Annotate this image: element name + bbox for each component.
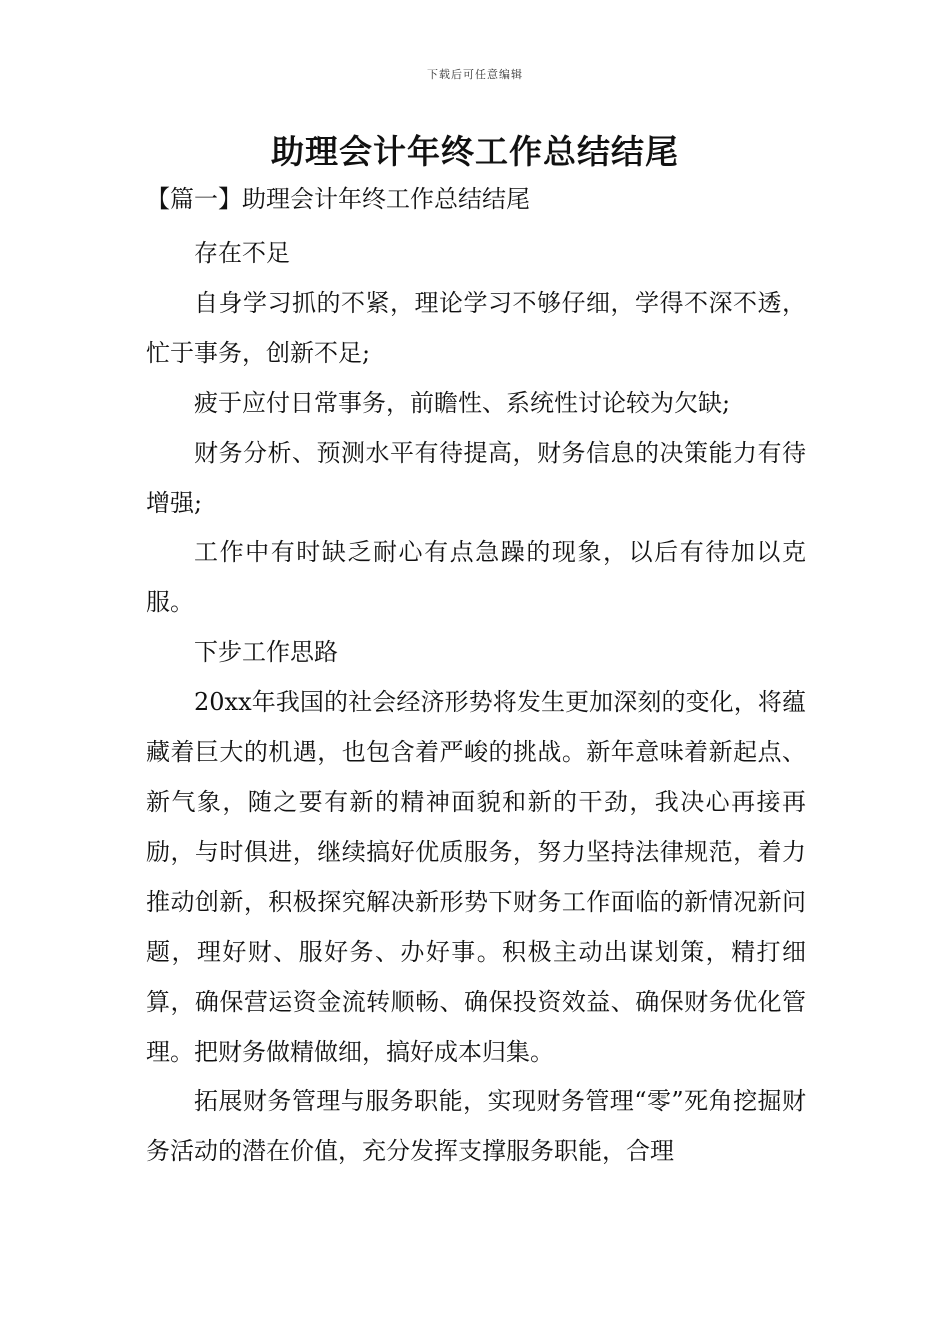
document-body — [146, 229, 806, 1177]
paragraph-shortcomings-heading: 存在不足 — [194, 239, 290, 267]
paragraph: 拓展财务管理与服务职能，实现财务管理“零”死角挖掘财务活动的潜在价值，充分发挥支撑服务职能，合理 — [146, 1087, 806, 1166]
page-header-note: 下载后可任意编辑 — [427, 68, 523, 81]
section-heading: 【篇一】助理会计年终工作总结结尾 — [146, 185, 530, 213]
paragraph-next-steps-heading: 下步工作思路 — [194, 638, 338, 667]
paragraph: 财务分析、预测水平有待提高，财务信息的决策能力有待增强; — [146, 438, 806, 517]
paragraph: 疲于应付日常事务，前瞻性、系统性讨论较为欠缺; — [194, 388, 731, 417]
paragraph: 20xx年我国的社会经济形势将发生更加深刻的变化，将蕴藏着巨大的机遇，也包含着严峻的挑战。新年意味着新起点、新气象，随之要有新的精神面貌和新的干劲，我决心再接再励，与时俱进，继续搞好优质服务，努力坚持法律规范，着力推动创新，积极探究解决新形势下财务工作面临的新情况新问题，理好财、服好务、办好事。积极主动出谋划策，精打细算，确保营运资金流转顺畅、确保投资效益、确保财务优化管理。把财务做精做细，搞好成本归集。 — [146, 688, 806, 1066]
paragraph: 工作中有时缺乏耐心有点急躁的现象，以后有待加以克服。 — [146, 538, 806, 617]
document-title: 助理会计年终工作总结结尾 — [271, 132, 679, 171]
paragraph: 自身学习抓的不紧，理论学习不够仔细，学得不深不透，忙于事务，创新不足; — [146, 288, 806, 367]
